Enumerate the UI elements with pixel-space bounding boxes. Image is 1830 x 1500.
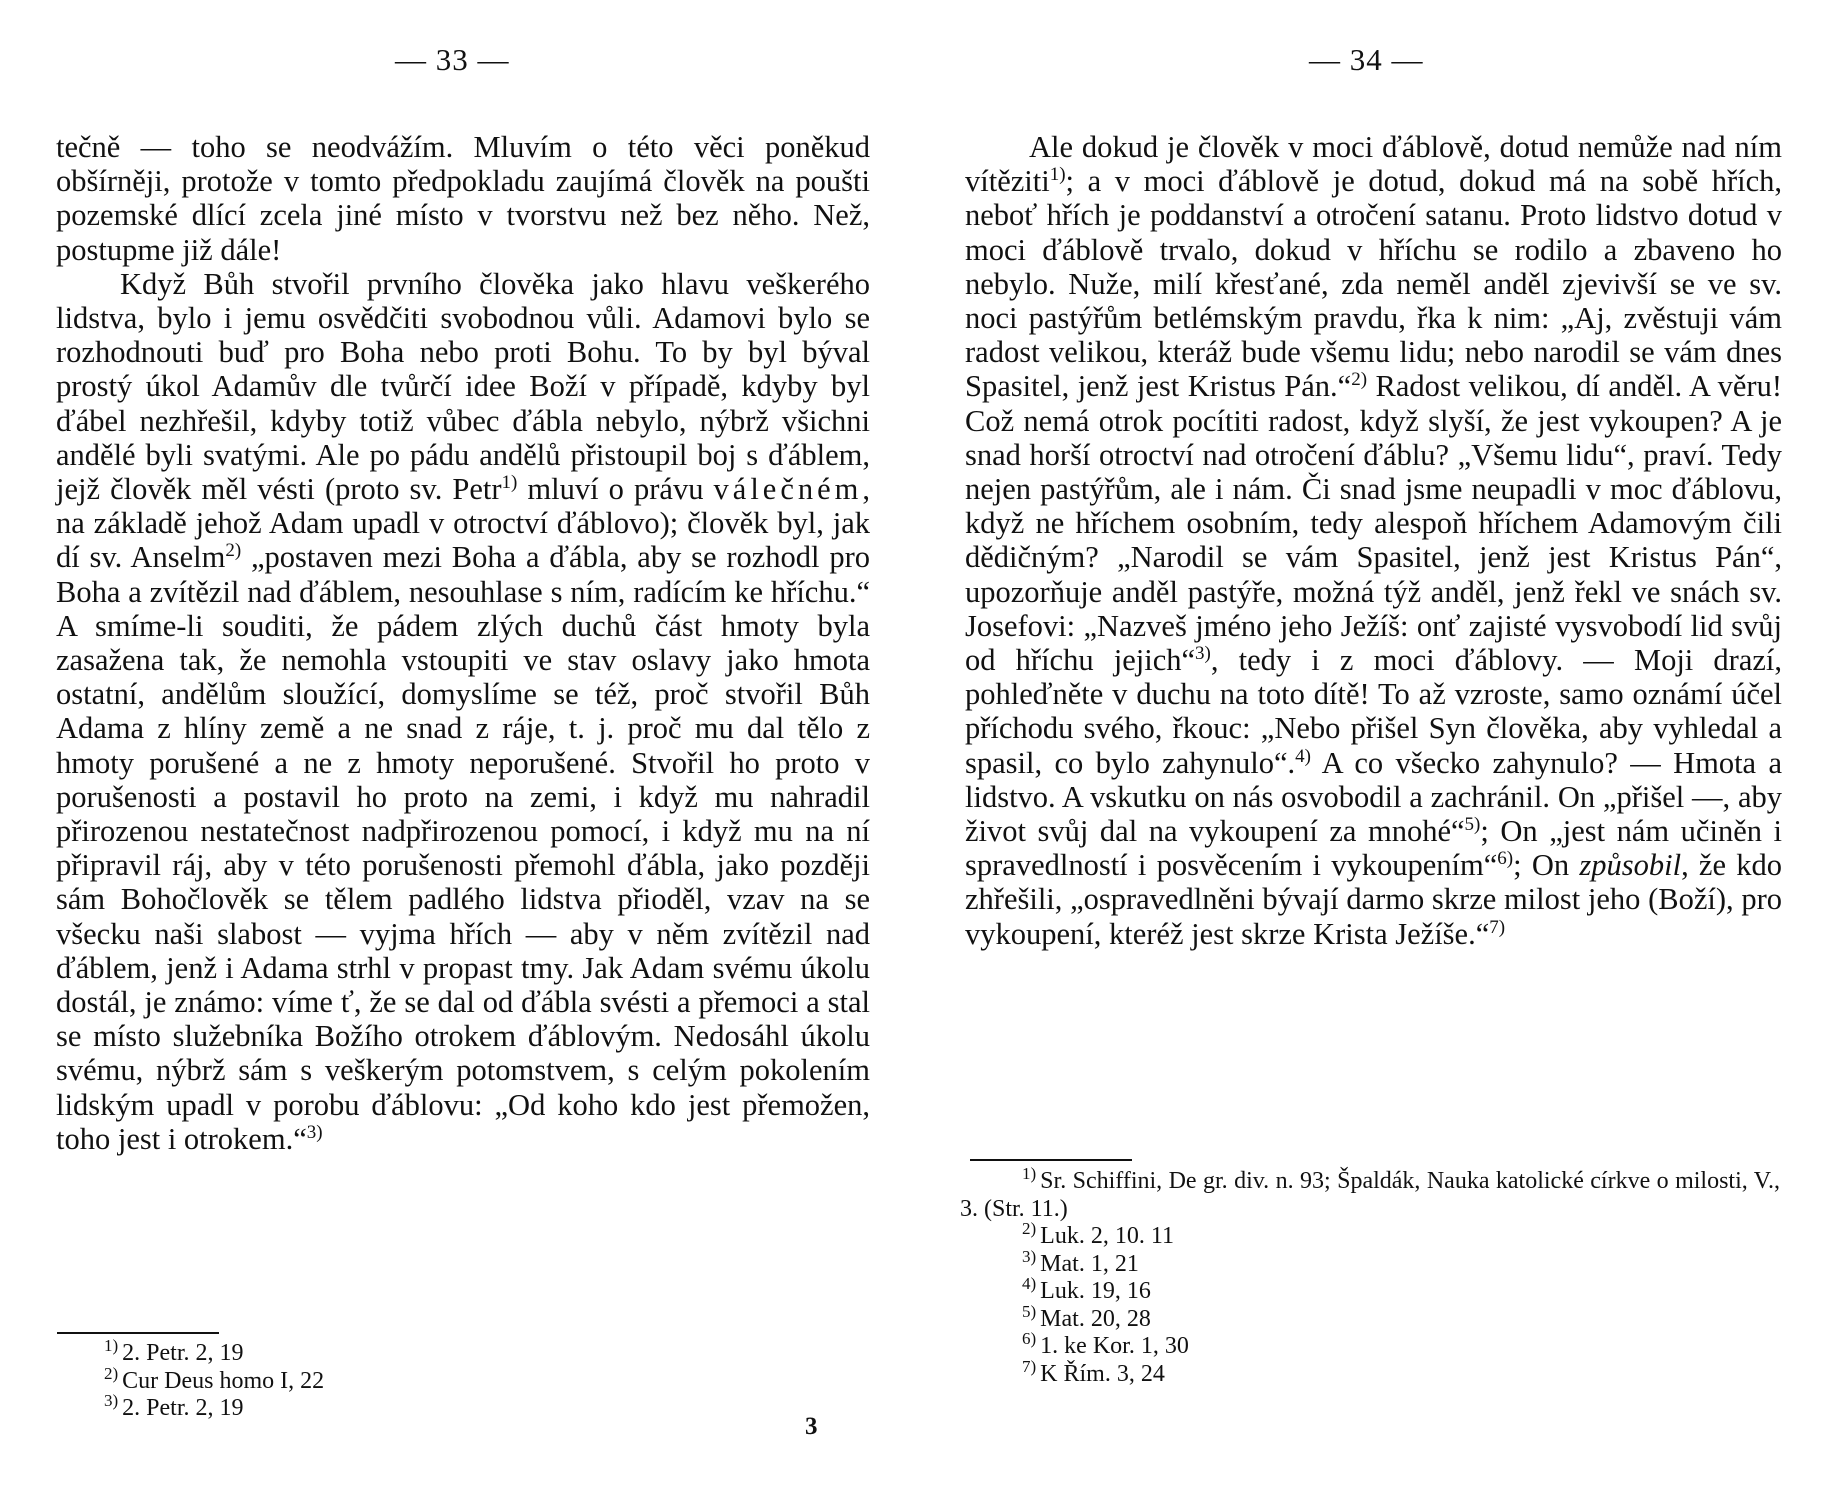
footnote-reference: 3) [1195, 642, 1211, 664]
footnote-mark: 3) [1022, 1246, 1037, 1266]
text-run: Radost velikou, dí anděl. A věru! Což nemá otrok pocítiti radost, když slyší, že jest vykoupen? A je snad horší otroctví nad otročení ďáblu? „Všemu lidu“, praví. Tedy nejen pastýřům, ale i nám. Či snad jsme neupadli v moc ďáblovu, když ne hříchem osobním, tedy alespoň hříchem Adamovým čili dědičným? „Narodil se vám Spasitel, jenž jest Kristus Pán“, upozorňuje anděl pastýře, možná týž anděl, jenž řekl ve snách sv. Josefovi: „Nazveš jméno jeho Ježíš: onť zajisté vysvobodí lid svůj od hříchu jejich“ [965, 369, 1782, 678]
footnote-reference: 3) [306, 1121, 323, 1143]
paragraph [56, 267, 870, 1156]
text-run: „postaven mezi Boha a ďábla, aby se rozhodl pro Boha a zvítězil nad ďáblem, nesouhlase s ním, radícím ke hříchu.“ A smíme-li souditi, že pádem zlých duchů část hmoty byla zasažena tak, že nemohla vstoupiti ve stav oslavy jako hmota ostatní, andělům sloužící, domyslíme se též, proč stvořil Bůh Adama z hlíny země a ne snad z ráje, t. j. proč mu dal tělo z hmoty porušené a ne z hmoty neporušené. Stvořil ho proto v porušenosti a postavil ho proto na zemi, i když mu nahradil přirozenou nestatečnost nadpřirozenou pomocí, i když mu na ní připravil ráj, aby v této porušenosti přemohl ďábla, jako později sám Bohočlověk se tělem padlého lidstva přioděl, vzav na se všecku naši slabost — vyjma hřích — aby v něm zvítězil nad ďáblem, jenž i Adama strhl v propast tmy. Jak Adam svému úkolu dostál, je známo: víme ť, že se dal od ďábla svésti a přemoci a stal se místo služebníka Božího otrokem ďáblovým. Nedosáhl úkolu svému, nýbrž sám s veškerým potomstvem, s celým pokolením lidským upadl v porobu ďáblovu: „Od koho kdo jest přemožen, toho jest i otrokem.“ [56, 540, 870, 1156]
spaced-emphasis: válečném [713, 472, 863, 507]
footnote-mark: 7) [1022, 1356, 1037, 1376]
text-run: ; On [1513, 848, 1580, 883]
footnote [960, 1301, 1780, 1334]
footnote-reference: 7) [1489, 916, 1506, 938]
text-run: A co všecko zahynulo? — Hmota a lidstvo. A vskutku on nás osvobodil a zachránil. On „přišel —, aby život svůj dal na vykoupení za mnohé“ [965, 745, 1782, 849]
footnote [960, 1356, 1780, 1389]
body-text [965, 130, 1782, 951]
footnote-mark: 3) [104, 1391, 119, 1410]
footnote-text: Sr. Schiffini, De gr. div. n. 93; Špaldák, Nauka katolické církve o milosti, V., 3. (Str. 11.) [960, 1168, 1780, 1222]
page-number: — 33 — [395, 42, 510, 77]
footnote-mark: 6) [1022, 1329, 1037, 1348]
footnote-text: Mat. 1, 21 [1040, 1250, 1139, 1277]
footnote-text: Cur Deus homo I, 22 [122, 1367, 325, 1394]
footnote-text: K Řím. 3, 24 [1040, 1360, 1165, 1387]
footnote [104, 1336, 524, 1368]
footnote [960, 1329, 1780, 1361]
footnote-mark: 4) [1022, 1274, 1037, 1293]
footnote-text: Mat. 20, 28 [1040, 1305, 1151, 1332]
footnotes [960, 1164, 1780, 1388]
paragraph [965, 130, 1782, 951]
footnote-mark: 2) [1022, 1219, 1037, 1238]
footnote-rule [57, 1332, 219, 1334]
body-text [56, 130, 870, 1156]
footnote-text: Luk. 2, 10. 11 [1040, 1223, 1174, 1249]
footnote-reference: 2) [225, 540, 242, 562]
footnote-mark: 1) [104, 1336, 119, 1355]
footnote-reference: 1) [501, 471, 518, 493]
footnote-reference: 2) [1351, 369, 1368, 391]
footnote-reference: 5) [1464, 813, 1481, 835]
footnote-reference: 4) [1295, 745, 1311, 767]
footnote [104, 1391, 524, 1423]
footnote-rule [970, 1159, 1132, 1161]
text-run: ; a v moci ďáblově je dotud, dokud má na sobě hřích, neboť hřích je poddanství a otročení satanu. Proto lidstvo dotud v moci ďáblově trvalo, dokud v hříchu se rodilo a zbaveno ho nebylo. Nuže, milí křesťané, zda neměl anděl zjevivší se ve sv. noci pastýřům betlémským pravdu, řka k nim: „Aj, zvěstuji vám radost velikou, kteráž bude všemu lidu; nebo narodil se vám dnes Spasitel, jenž jest Kristus Pán.“ [965, 164, 1782, 404]
page-number: — 34 — [1309, 42, 1424, 77]
footnote [960, 1246, 1780, 1279]
footnote-text: Luk. 19, 16 [1040, 1278, 1151, 1304]
text-run: tečně — toho se neodvážím. Mluvím o této věci poněkud obšírněji, protože v tomto předpokladu zaujímá člověk na poušti pozemské dlící zcela jiné místo v tvorstvu než bez něho. Než, postupme již dále! [56, 130, 870, 267]
text-run: , tedy i z moci ďáblovy. — Moji drazí, pohleďněte v duchu na toto dítě! To až vzroste, samo oznámí účel příchodu svého, řkouc: „Nebo přišel Syn člověka, aby vyhledal a spasil, co bylo zahynulo“. [965, 643, 1782, 780]
right-page [915, 0, 1830, 1500]
text-run: , na základě jehož Adam upadl v otroctví ďáblovo); člověk byl, jak dí sv. Anselm [56, 472, 871, 575]
footnote-text: 1. ke Kor. 1, 30 [1040, 1333, 1189, 1359]
paragraph [56, 130, 870, 267]
text-run: mluví o právu [517, 472, 704, 507]
footnotes [104, 1336, 524, 1423]
text-run: ; On „jest nám učiněn i spravedlností i posvěcením i vykoupením“ [965, 814, 1782, 883]
footnote [104, 1363, 524, 1396]
footnote [960, 1164, 1780, 1223]
footnote-mark: 5) [1022, 1301, 1037, 1321]
text-run: Ale dokud je člověk v moci ďáblově, dotud nemůže nad ním vítěziti [965, 130, 1782, 199]
footnote-reference: 6) [1497, 848, 1514, 870]
text-run: Když Bůh stvořil prvního člověka jako hlavu veškerého lidstva, bylo i jemu osvědčiti svobodnou vůli. Adamovi bylo se rozhodnouti buď pro Boha nebo proti Bohu. To by byl býval prostý úkol Adamův dle tvůrčí idee Boží v případě, kdyby byl ďábel nezhřešil, kdyby totiž vůbec ďábla nebylo, nýbrž všichni andělé byli svatými. Ale po pádu andělů přistoupil boj s ďáblem, jejž člověk měl vésti (proto sv. Petr [56, 266, 870, 507]
footnote-mark: 1) [1022, 1164, 1037, 1183]
footnote-mark: 2) [104, 1363, 119, 1383]
footnote-text: 2. Petr. 2, 19 [122, 1340, 244, 1366]
footnote [960, 1219, 1780, 1251]
footnote-reference: 1) [1049, 164, 1066, 186]
italic-emphasis: způsobil [1579, 848, 1682, 883]
signature-mark: 3 [805, 1413, 818, 1440]
footnote [960, 1274, 1780, 1306]
text-run: , že kdo zhřešili, „ospravedlněni bývají darmo skrze milost jeho (Boží), pro vykoupení, kteréž jest skrze Krista Ježíše.“ [965, 848, 1783, 951]
footnote-text: 2. Petr. 2, 19 [122, 1395, 244, 1421]
